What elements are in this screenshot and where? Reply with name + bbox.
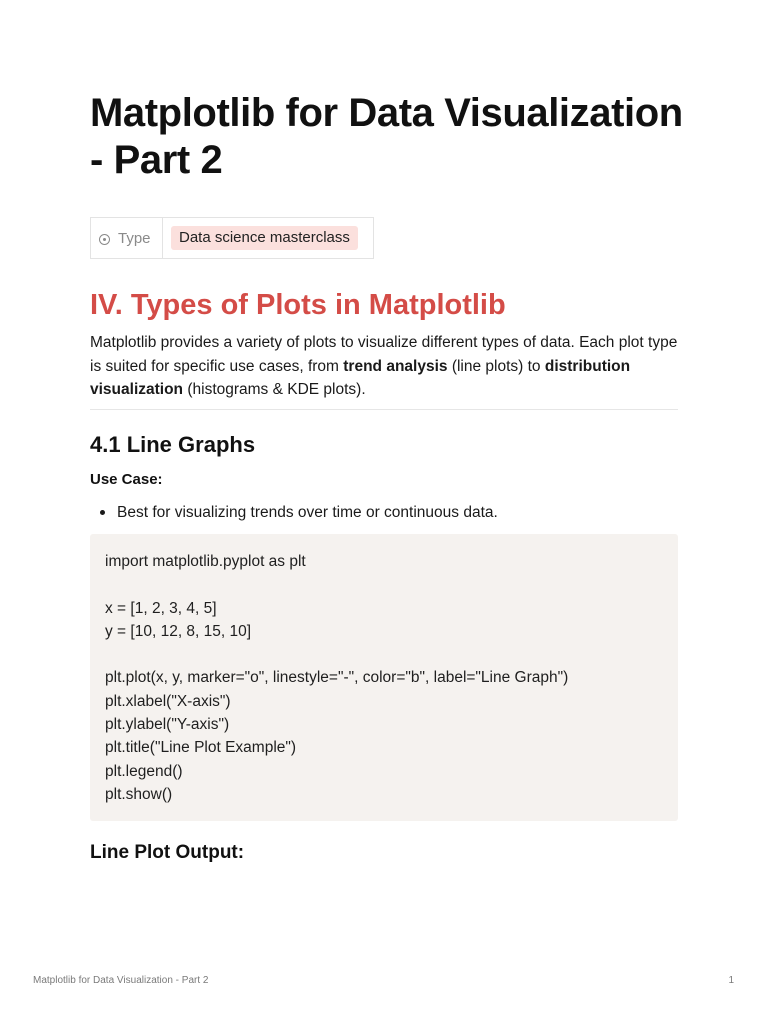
use-case-label: Use Case:	[90, 471, 163, 488]
type-tag[interactable]: Data science masterclass	[171, 226, 358, 250]
property-value-type[interactable]	[163, 218, 373, 258]
code-line: plt.show()	[105, 785, 173, 803]
code-line: plt.ylabel("Y-axis")	[105, 716, 230, 734]
output-heading: Line Plot Output:	[90, 842, 245, 863]
code-line: y = [10, 12, 8, 15, 10]	[105, 622, 252, 640]
intro-text-1: Matplotlib provides a variety of plots to visualize different types of data. Each plot type is suited for specific use cases, from	[90, 334, 678, 375]
code-line: plt.xlabel("X-axis")	[105, 692, 231, 710]
code-line	[105, 573, 663, 596]
code-line	[105, 643, 663, 666]
property-name-type	[91, 218, 163, 258]
intro-text-2: (line plots) to	[447, 357, 545, 375]
intro-text-3: (histograms & KDE plots).	[183, 381, 366, 398]
code-line: plt.legend()	[105, 762, 183, 780]
code-line: import matplotlib.pyplot as plt	[105, 553, 306, 570]
properties-table	[90, 217, 374, 259]
section-heading: IV. Types of Plots in Matplotlib	[90, 289, 506, 321]
code-line: plt.title("Line Plot Example")	[105, 739, 297, 757]
code-line: plt.plot(x, y, marker="o", linestyle="-", color="b", label="Line Graph")	[105, 669, 569, 687]
intro-bold-trend-analysis: trend analysis	[343, 357, 448, 375]
circle-dot-icon	[99, 234, 110, 245]
use-case-list	[90, 501, 498, 524]
page-title: Matplotlib for Data Visualization - Part 2	[90, 91, 683, 182]
footer-page-number: 1	[728, 975, 734, 986]
intro-paragraph	[90, 331, 680, 402]
code-line: x = [1, 2, 3, 4, 5]	[105, 599, 217, 617]
code-block[interactable]	[90, 534, 678, 821]
bullet-icon	[100, 510, 105, 515]
list-item	[90, 501, 498, 524]
subsection-heading: 4.1 Line Graphs	[90, 432, 256, 457]
property-name-label: Type	[118, 229, 151, 247]
divider	[90, 409, 678, 410]
footer-title: Matplotlib for Data Visualization - Part 2	[33, 975, 209, 986]
intro-bold-distribution-visualization: distribution visualization	[90, 357, 631, 398]
list-item-text: Best for visualizing trends over time or continuous data.	[117, 504, 498, 521]
